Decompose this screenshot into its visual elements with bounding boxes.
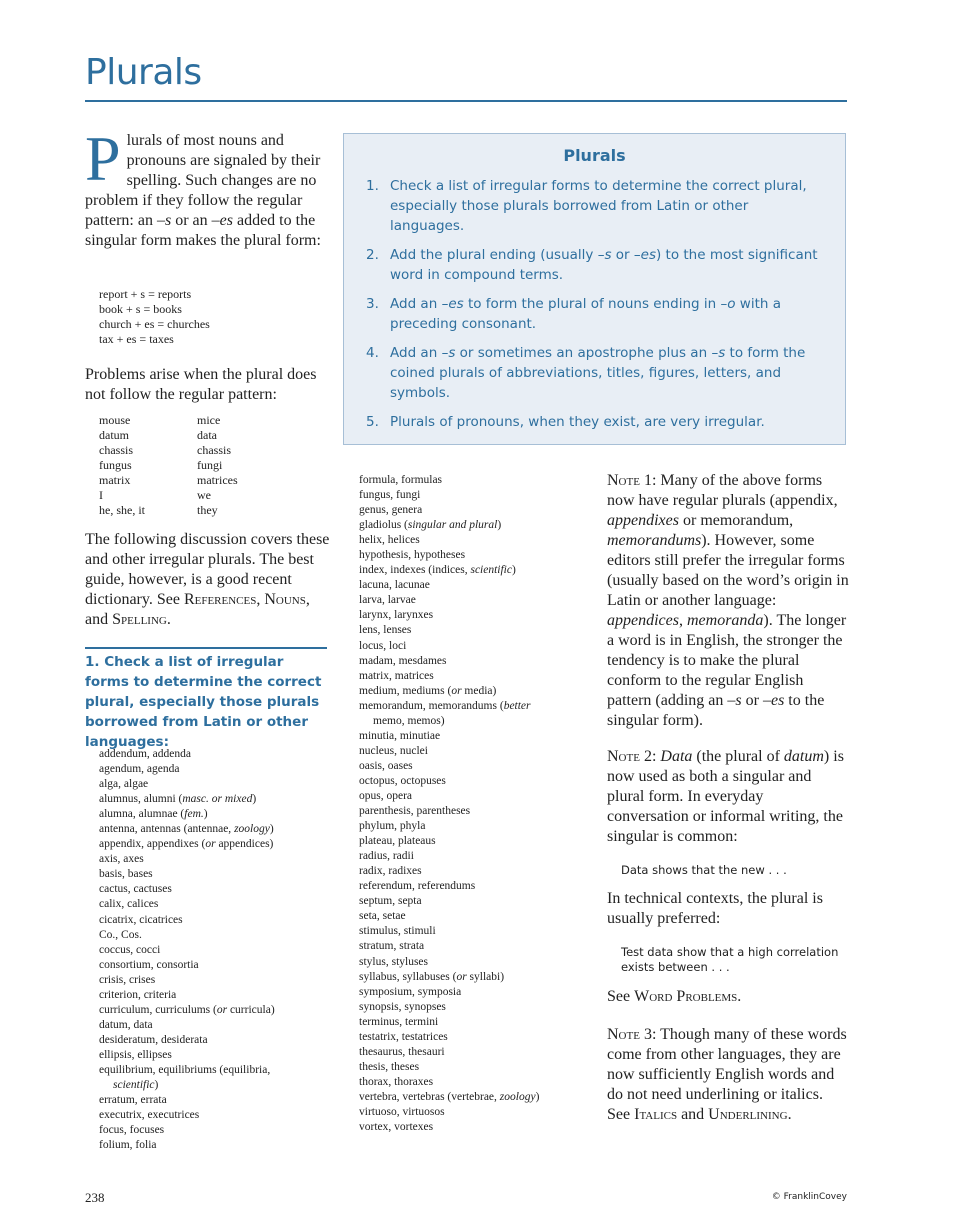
box-item: 4. Add an –s or sometimes an apostrophe plus an –s to form the coined plurals of abbreviations, titles, figures, letters, and symbols. bbox=[366, 345, 806, 401]
list-item: madam, mesdames bbox=[359, 654, 447, 667]
list-item: antenna, antennas (antennae, zoology) bbox=[99, 823, 274, 836]
regular-examples bbox=[99, 287, 210, 347]
pair-row: mouse mice bbox=[99, 413, 221, 427]
note-label: Note bbox=[607, 1026, 640, 1043]
list-item: stimulus, stimuli bbox=[359, 925, 436, 938]
list-item: curriculum, curriculums (or curricula) bbox=[99, 1003, 275, 1016]
box-title: Plurals bbox=[563, 146, 626, 165]
list-item: consortium, consortia bbox=[99, 958, 199, 971]
list-item: equilibrium, equilibriums (equilibria, bbox=[99, 1063, 271, 1076]
list-item: folium, folia bbox=[99, 1139, 157, 1152]
list-item: vortex, vortexes bbox=[359, 1121, 434, 1134]
list-item: index, indexes (indices, scientific) bbox=[359, 564, 516, 577]
following-paragraph: The following discussion covers these and other irregular plurals. The best guide, however, is a good recent dictionary. See References, Nouns, and Spelling. bbox=[85, 531, 330, 628]
list-item: erratum, errata bbox=[99, 1094, 167, 1107]
note-1: Note 1: Many of the above forms now have regular plurals (appendix, appendixes or memorandum, memorandums). However, some editors still prefer the irregular forms (usually based on the word’s origin in Latin or another language: appendices, memoranda). The longer a word is in English, the stronger the tendency is to make the plural conform to the regular English pattern (adding an –s or –es to the singular form). bbox=[607, 472, 849, 729]
note-3: Note 3: Though many of these words come from other languages, they are now sufficiently English words and do not need underlining or italics. See Italics and Underlining. bbox=[607, 1026, 847, 1123]
list-item: phylum, phyla bbox=[359, 820, 426, 833]
example-item: tax + es = taxes bbox=[99, 332, 174, 346]
list-item: larynx, larynxes bbox=[359, 609, 434, 622]
irregular-pairs bbox=[99, 413, 238, 518]
ref-spelling[interactable]: Spelling bbox=[112, 611, 167, 628]
pair-row: I we bbox=[99, 488, 211, 502]
example-item: report + s = reports bbox=[99, 287, 192, 301]
list-item: seta, setae bbox=[359, 910, 406, 923]
title-rule bbox=[85, 100, 847, 102]
list-item: stylus, styluses bbox=[359, 955, 429, 968]
data-example-1: Data shows that the new . . . bbox=[621, 863, 787, 877]
list-item: septum, septa bbox=[359, 895, 422, 908]
list-item: genus, genera bbox=[359, 504, 423, 517]
list-item: synopsis, synopses bbox=[359, 1000, 446, 1013]
list-item: opus, opera bbox=[359, 789, 413, 802]
list-item: minutia, minutiae bbox=[359, 729, 441, 742]
list-item: alumnus, alumni (masc. or mixed) bbox=[99, 793, 257, 806]
list-item: testatrix, testatrices bbox=[359, 1030, 448, 1043]
list-item: thesaurus, thesauri bbox=[359, 1045, 445, 1058]
list-item: symposium, symposia bbox=[359, 985, 462, 998]
note-label: Note bbox=[607, 472, 640, 489]
box-list bbox=[366, 176, 826, 441]
technical-paragraph: In technical contexts, the plural is usually preferred: bbox=[607, 890, 823, 927]
list-item: parenthesis, parentheses bbox=[359, 805, 471, 818]
list-item: datum, data bbox=[99, 1018, 153, 1031]
pair-row: he, she, it they bbox=[99, 503, 218, 517]
pair-row: matrix matrices bbox=[99, 473, 238, 487]
example-item: church + es = churches bbox=[99, 317, 210, 331]
list-item: memo, memos) bbox=[373, 714, 445, 727]
section-rule bbox=[85, 647, 327, 649]
list-item: formula, formulas bbox=[359, 474, 443, 486]
list-item: locus, loci bbox=[359, 639, 407, 652]
list-item: Co., Cos. bbox=[99, 928, 142, 941]
list-item: plateau, plateaus bbox=[359, 835, 436, 848]
section-heading: 1. Check a list of irregular forms to determine the correct plural, especially those plurals borrowed from Latin or other languages: bbox=[85, 654, 322, 750]
ref-references[interactable]: References bbox=[183, 591, 257, 608]
ref-word-problems[interactable]: Word Problems bbox=[634, 988, 738, 1005]
pair-row: chassis chassis bbox=[99, 443, 231, 457]
list-item: lacuna, lacunae bbox=[359, 579, 430, 592]
problems-paragraph: Problems arise when the plural does not follow the regular pattern: bbox=[85, 366, 317, 403]
list-item: coccus, cocci bbox=[99, 943, 161, 956]
box-item: 3. Add an –es to form the plural of nouns ending in –o with a preceding consonant. bbox=[366, 296, 782, 332]
list-item: calix, calices bbox=[99, 898, 159, 911]
list-item: octopus, octopuses bbox=[359, 774, 446, 787]
list-item: cicatrix, cicatrices bbox=[99, 913, 183, 926]
note-label: Note bbox=[607, 748, 640, 765]
list-item: basis, bases bbox=[99, 868, 153, 881]
list-item: virtuoso, virtuosos bbox=[359, 1105, 445, 1118]
list-item: ellipsis, ellipses bbox=[99, 1048, 172, 1061]
irregular-list-2 bbox=[359, 473, 539, 1135]
box-item: 2. Add the plural ending (usually –s or –es) to the most significant word in compound terms. bbox=[366, 247, 818, 283]
list-item: referendum, referendums bbox=[359, 880, 476, 893]
ref-italics[interactable]: Italics bbox=[634, 1106, 678, 1123]
intro-paragraph: Plurals of most nouns and pronouns are signaled by their spelling. Such changes are no problem if they follow the regular pattern: an –s or an –es added to the singular form makes the plural form: bbox=[85, 123, 321, 249]
list-item: cactus, cactuses bbox=[99, 883, 172, 896]
list-item: nucleus, nuclei bbox=[359, 744, 428, 757]
list-item: thesis, theses bbox=[359, 1060, 420, 1073]
list-item: focus, focuses bbox=[99, 1124, 165, 1137]
note-2: Note 2: Data (the plural of datum) is now used as both a singular and plural form. In everyday conversation or informal writing, the singular is common: bbox=[607, 748, 844, 845]
list-item: vertebra, vertebras (vertebrae, zoology) bbox=[359, 1090, 540, 1103]
list-item: radius, radii bbox=[359, 850, 414, 863]
list-item: oasis, oases bbox=[359, 759, 413, 772]
list-item: hypothesis, hypotheses bbox=[359, 549, 466, 562]
list-item: executrix, executrices bbox=[99, 1109, 200, 1122]
copyright: © FranklinCovey bbox=[771, 1192, 847, 1202]
pair-row: datum data bbox=[99, 428, 217, 442]
see-word-problems: See Word Problems. bbox=[607, 988, 742, 1005]
drop-cap: P bbox=[85, 123, 121, 194]
irregular-list-1 bbox=[99, 747, 275, 1153]
pair-row: fungus fungi bbox=[99, 458, 223, 472]
list-item: thorax, thoraxes bbox=[359, 1075, 434, 1088]
list-item: memorandum, memorandums (better bbox=[359, 699, 531, 712]
ref-nouns[interactable]: Nouns bbox=[264, 591, 306, 608]
list-item: agendum, agenda bbox=[99, 763, 180, 776]
list-item: larva, larvae bbox=[359, 594, 416, 607]
ref-underlining[interactable]: Underlining bbox=[708, 1106, 788, 1123]
box-item: 1. Check a list of irregular forms to determine the correct plural, especially those plurals borrowed from Latin or other languages. bbox=[366, 178, 807, 234]
list-item: medium, mediums (or media) bbox=[359, 684, 497, 697]
list-item: criterion, criteria bbox=[99, 988, 177, 1001]
list-item: crisis, crises bbox=[99, 973, 156, 986]
list-item: stratum, strata bbox=[359, 940, 425, 953]
page-title: Plurals bbox=[85, 52, 202, 93]
list-item: alumna, alumnae (fem.) bbox=[99, 808, 208, 821]
list-item: syllabus, syllabuses (or syllabi) bbox=[359, 970, 505, 983]
page-number: 238 bbox=[85, 1190, 105, 1205]
list-item: addendum, addenda bbox=[99, 748, 191, 760]
example-item: book + s = books bbox=[99, 302, 182, 316]
list-item: gladiolus (singular and plural) bbox=[359, 519, 502, 532]
list-item: scientific) bbox=[113, 1079, 159, 1092]
list-item: lens, lenses bbox=[359, 624, 412, 637]
list-item: fungus, fungi bbox=[359, 489, 421, 502]
list-item: matrix, matrices bbox=[359, 669, 434, 682]
list-item: alga, algae bbox=[99, 778, 149, 791]
summary-box bbox=[343, 133, 846, 445]
list-item: helix, helices bbox=[359, 534, 420, 547]
list-item: terminus, termini bbox=[359, 1015, 439, 1028]
box-item: 5. Plurals of pronouns, when they exist, are very irregular. bbox=[366, 414, 765, 430]
data-example-2: Test data show that a high correlation exists between . . . bbox=[621, 945, 839, 974]
list-item: radix, radixes bbox=[359, 865, 422, 878]
list-item: desideratum, desiderata bbox=[99, 1033, 208, 1046]
list-item: appendix, appendixes (or appendices) bbox=[99, 838, 274, 851]
list-item: axis, axes bbox=[99, 853, 144, 866]
